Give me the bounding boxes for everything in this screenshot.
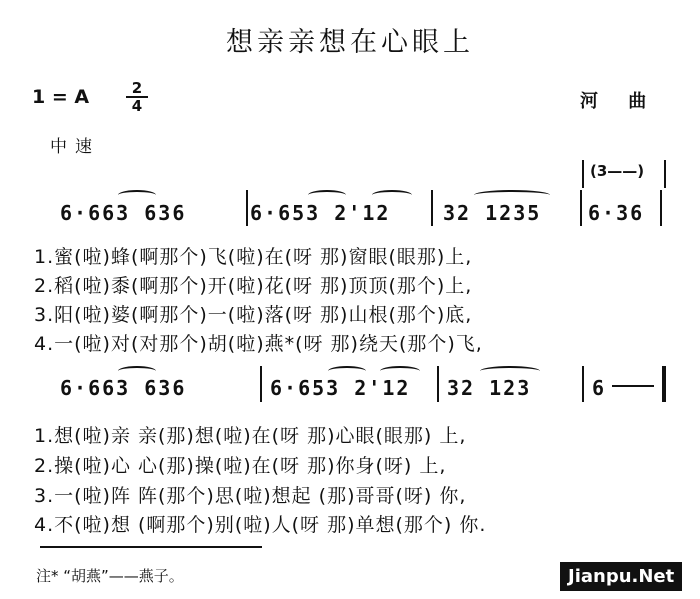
barline — [582, 366, 584, 402]
slur — [308, 190, 346, 200]
site-watermark: Jianpu.Net — [560, 562, 682, 591]
slur — [328, 366, 366, 376]
lyric-line: 2.操(啦)心 心(那)操(啦)在(呀 那)你身(呀) 上, — [34, 455, 447, 477]
slur — [118, 366, 156, 376]
time-signature — [126, 81, 148, 113]
barline — [437, 366, 439, 402]
barline — [246, 190, 248, 226]
barline — [431, 190, 433, 226]
tie-dash — [612, 385, 654, 387]
repeat-marker: (3——) — [590, 162, 645, 180]
slur — [372, 190, 412, 200]
staff2-measure-1: 6·663 636 — [60, 376, 187, 400]
time-signature-bottom: 4 — [131, 97, 143, 115]
lyric-line: 1.蜜(啦)蜂(啊那个)飞(啦)在(呀 那)窗眼(眼那)上, — [34, 246, 473, 268]
lyric-line: 3.一(啦)阵 阵(那个)思(啦)想起 (那)哥哥(呀) 你, — [34, 485, 467, 507]
barline — [260, 366, 262, 402]
key-signature: 1 = A — [32, 86, 90, 108]
song-title: 想亲亲想在心眼上 — [226, 27, 474, 58]
lyric-line: 1.想(啦)亲 亲(那)想(啦)在(呀 那)心眼(眼那) 上, — [34, 425, 467, 447]
time-signature-top: 2 — [131, 79, 143, 97]
barline — [660, 190, 662, 226]
song-origin: 河 曲 — [580, 91, 659, 112]
staff1-measure-2: 6·653 2'12 — [250, 201, 391, 225]
slur — [380, 366, 420, 376]
staff2-measure-2: 6·653 2'12 — [270, 376, 411, 400]
staff1-measure-1: 6·663 636 — [60, 201, 187, 225]
staff2-measure-3: 32 123 — [447, 376, 532, 400]
barline — [580, 190, 582, 226]
staff1-measure-3: 32 1235 — [443, 201, 542, 225]
tempo-marking: 中速 — [50, 137, 100, 157]
lyric-line: 3.阳(啦)婆(啊那个)一(啦)落(呀 那)山根(那个)底, — [34, 304, 473, 326]
repeat-bracket-right — [664, 160, 666, 188]
footnote-divider — [40, 546, 262, 548]
staff2-measure-4: 6 — [592, 376, 607, 400]
slur — [118, 190, 156, 200]
final-barline — [662, 366, 666, 402]
footnote: 注* “胡燕”——燕子。 — [36, 567, 184, 585]
slur — [480, 366, 540, 376]
staff1-measure-4: 6·36 — [588, 201, 645, 225]
repeat-bracket-left — [582, 160, 584, 188]
lyric-line: 2.稻(啦)黍(啊那个)开(啦)花(呀 那)顶顶(那个)上, — [34, 275, 473, 297]
lyric-line: 4.不(啦)想 (啊那个)别(啦)人(呀 那)单想(那个) 你. — [34, 514, 487, 536]
slur — [474, 190, 550, 200]
lyric-line: 4.一(啦)对(对那个)胡(啦)燕*(呀 那)绕天(那个)飞, — [34, 333, 483, 355]
